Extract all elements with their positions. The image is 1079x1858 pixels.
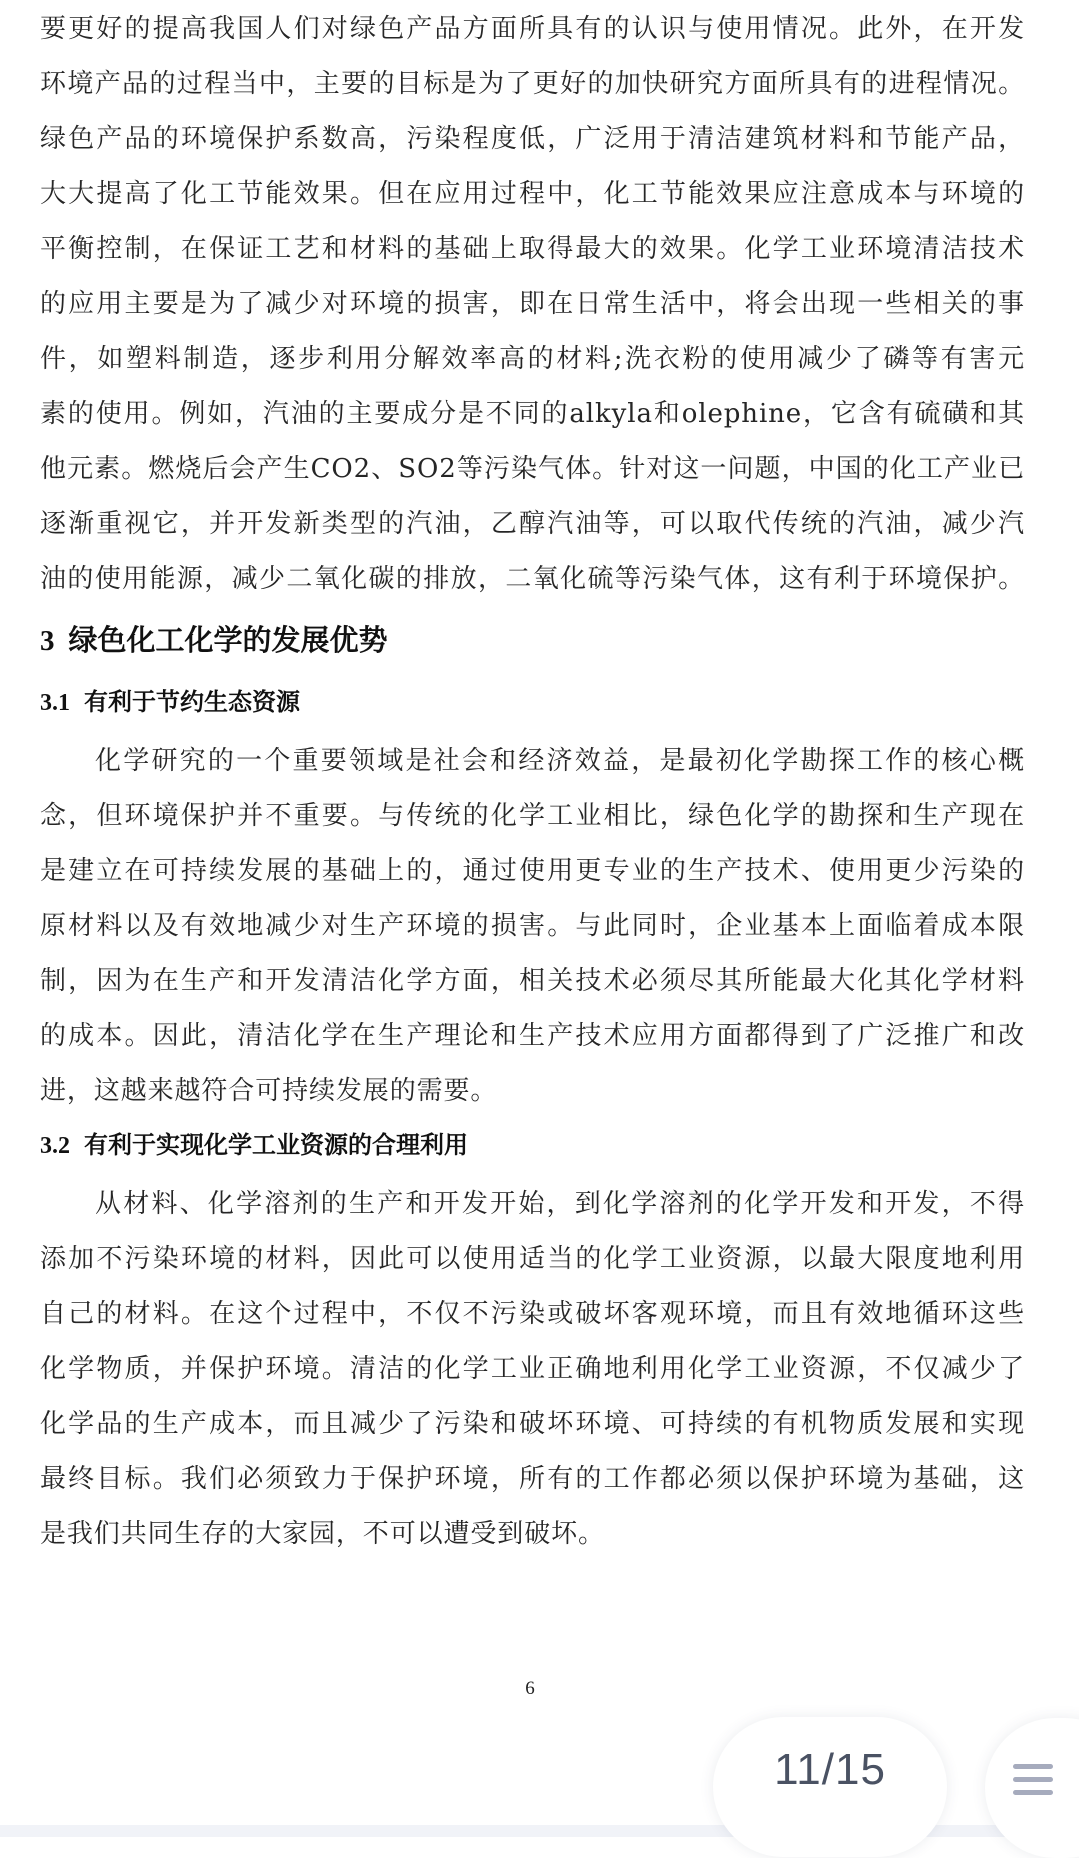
subsection-number: 3.2: [40, 1133, 70, 1159]
text-line: 从材料、化学溶剂的生产和开发开始，到化学溶剂的化学开发和开发，不得: [95, 1189, 1025, 1219]
text-line: 他元素。燃烧后会产生CO2、SO2等污染气体。针对这一问题，中国的化工产业已: [40, 454, 1025, 484]
text-line: 化学研究的一个重要领域是社会和经济效益，是最初化学勘探工作的核心概: [95, 746, 1025, 776]
section-number: 3: [40, 625, 55, 657]
text-line: 化学品的生产成本，而且减少了污染和破坏环境、可持续的有机物质发展和实现: [40, 1409, 1025, 1439]
text-line: 逐渐重视它，并开发新类型的汽油，乙醇汽油等，可以取代传统的汽油，减少汽: [40, 509, 1025, 539]
subsection-heading-3-1: [40, 671, 1025, 734]
text-line: 油的使用能源，减少二氧化碳的排放，二氧化硫等污染气体，这有利于环境保护。: [40, 564, 1025, 594]
paragraph-3-1: [40, 734, 1025, 1119]
text-line: 大大提高了化工节能效果。但在应用过程中，化工节能效果应注意成本与环境的: [40, 179, 1025, 209]
text-line: 平衡控制，在保证工艺和材料的基础上取得最大的效果。化学工业环境清洁技术: [40, 234, 1025, 264]
text-line: 要更好的提高我国人们对绿色产品方面所具有的认识与使用情况。此外，在开发: [40, 14, 1025, 44]
text-line: 原材料以及有效地减少对生产环境的损害。与此同时，企业基本上面临着成本限: [40, 911, 1025, 941]
text-line: 念，但环境保护并不重要。与传统的化学工业相比，绿色化学的勘探和生产现在: [40, 801, 1025, 831]
page-indicator-button[interactable]: [713, 1717, 947, 1857]
text-line: 最终目标。我们必须致力于保护环境，所有的工作都必须以保护环境为基础，这: [40, 1464, 1025, 1494]
subsection-title: 有利于实现化学工业资源的合理利用: [84, 1131, 468, 1159]
text-line: 的成本。因此，清洁化学在生产理论和生产技术应用方面都得到了广泛推广和改: [40, 1021, 1025, 1051]
text-line: 是建立在可持续发展的基础上的，通过使用更专业的生产技术、使用更少污染的: [40, 856, 1025, 886]
text-line: 件，如塑料制造，逐步利用分解效率高的材料;洗衣粉的使用减少了磷等有害元: [40, 344, 1025, 374]
text-line: 素的使用。例如，汽油的主要成分是不同的alkyla和olephine，它含有硫磺和其: [40, 399, 1025, 429]
section-title: 绿色化工化学的发展优势: [68, 623, 388, 657]
text-line: 化学物质，并保护环境。清洁的化学工业正确地利用化学工业资源，不仅减少了: [40, 1354, 1025, 1384]
text-line: 的应用主要是为了减少对环境的损害，即在日常生活中，将会出现一些相关的事: [40, 289, 1025, 319]
section-heading-3: [40, 609, 1025, 671]
text-line: 是我们共同生存的大家园，不可以遭受到破坏。: [40, 1519, 605, 1549]
text-line: 添加不污染环境的材料，因此可以使用适当的化学工业资源，以最大限度地利用: [40, 1244, 1025, 1274]
text-line: 制，因为在生产和开发清洁化学方面，相关技术必须尽其所能最大化其化学材料: [40, 966, 1025, 996]
text-line: 进，这越来越符合可持续发展的需要。: [40, 1076, 498, 1106]
subsection-number: 3.1: [40, 690, 70, 716]
page-number: 6: [525, 1678, 535, 1699]
subsection-heading-3-2: [40, 1114, 1025, 1177]
page-indicator-label: 11/15: [774, 1745, 886, 1794]
text-line: 环境产品的过程当中，主要的目标是为了更好的加快研究方面所具有的进程情况。: [40, 69, 1025, 99]
page-content: [40, 2, 1025, 1562]
text-line: 自己的材料。在这个过程中，不仅不污染或破坏客观环境，而且有效地循环这些: [40, 1299, 1025, 1329]
text-line: 绿色产品的环境保护系数高，污染程度低，广泛用于清洁建筑材料和节能产品，: [40, 124, 1025, 154]
paragraph-3-2: [40, 1177, 1025, 1562]
paragraph-continued: [40, 2, 1025, 607]
subsection-title: 有利于节约生态资源: [84, 688, 300, 716]
